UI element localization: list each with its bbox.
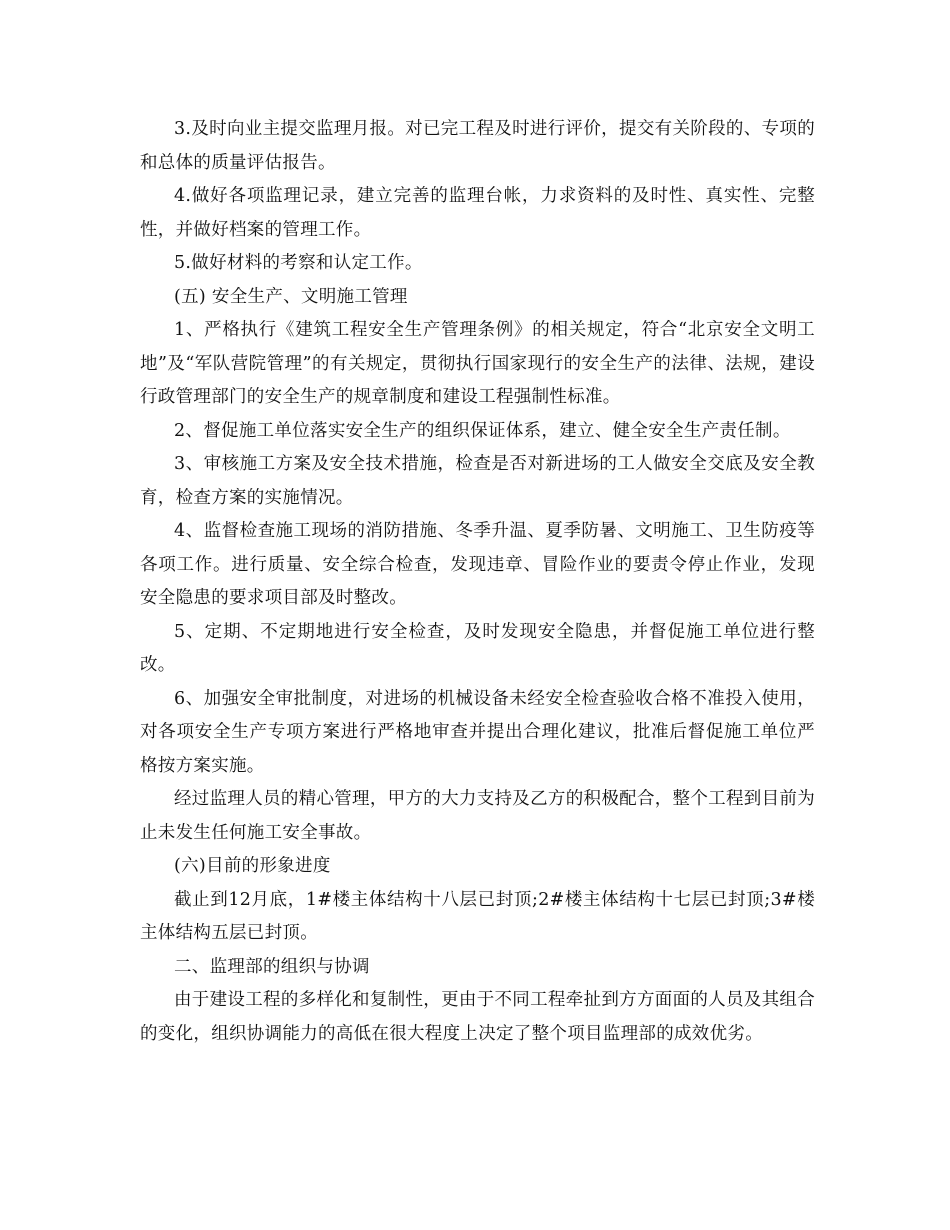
paragraph-monthly-report: 3.及时向业主提交监理月报。对已完工程及时进行评价，提交有关阶段的、专项的和总体的质量评估报告。 [140, 119, 815, 173]
section-heading-organization: 二、监理部的组织与协调 [174, 956, 370, 977]
paragraph-records: 4.做好各项监理记录，建立完善的监理台帐，力求资料的及时性、真实性、完整性，并做好档案的管理工作。 [140, 186, 815, 240]
section-heading-progress: (六)目前的形象进度 [174, 856, 331, 876]
paragraph-safety-summary: 经过监理人员的精心管理，甲方的大力支持及乙方的积极配合，整个工程到目前为止未发生任何施工安全事故。 [140, 789, 815, 843]
paragraph-safety-2: 2、督促施工单位落实安全生产的组织保证体系，建立、健全安全生产责任制。 [174, 420, 791, 441]
paragraph-safety-3: 3、审核施工方案及安全技术措施，检查是否对新进场的工人做安全交底及安全教育，检查方案的实施情况。 [140, 454, 815, 508]
paragraph-safety-5: 5、定期、不定期地进行安全检查，及时发现安全隐患，并督促施工单位进行整改。 [140, 621, 815, 675]
paragraph-safety-1: 1、严格执行《建筑工程安全生产管理条例》的相关规定，符合“北京安全文明工地”及“军队营院管理”的有关规定，贯彻执行国家现行的安全生产的法律、法规，建设行政管理部门的安全生产的规章制度和建设工程强制性标准。 [140, 320, 815, 407]
paragraph-safety-6: 6、加强安全审批制度，对进场的机械设备未经安全检查验收合格不准投入使用，对各项安全生产专项方案进行严格地审查并提出合理化建议，批准后督促施工单位严格按方案实施。 [140, 688, 815, 776]
paragraph-progress: 截止到12月底，1#楼主体结构十八层已封顶;2#楼主体结构十七层已封顶;3#楼主体结构五层已封顶。 [140, 889, 815, 943]
paragraph-materials: 5.做好材料的考察和认定工作。 [174, 253, 423, 273]
document-body [140, 113, 815, 1051]
paragraph-organization: 由于建设工程的多样化和复制性，更由于不同工程牵扯到方方面面的人员及其组合的变化，组织协调能力的高低在很大程度上决定了整个项目监理部的成效优劣。 [140, 990, 815, 1044]
paragraph-safety-4: 4、监督检查施工现场的消防措施、冬季升温、夏季防暑、文明施工、卫生防疫等各项工作。进行质量、安全综合检查，发现违章、冒险作业的要责令停止作业，发现安全隐患的要求项目部及时整改。 [140, 521, 815, 608]
section-heading-safety: (五) 安全生产、文明施工管理 [174, 286, 408, 307]
